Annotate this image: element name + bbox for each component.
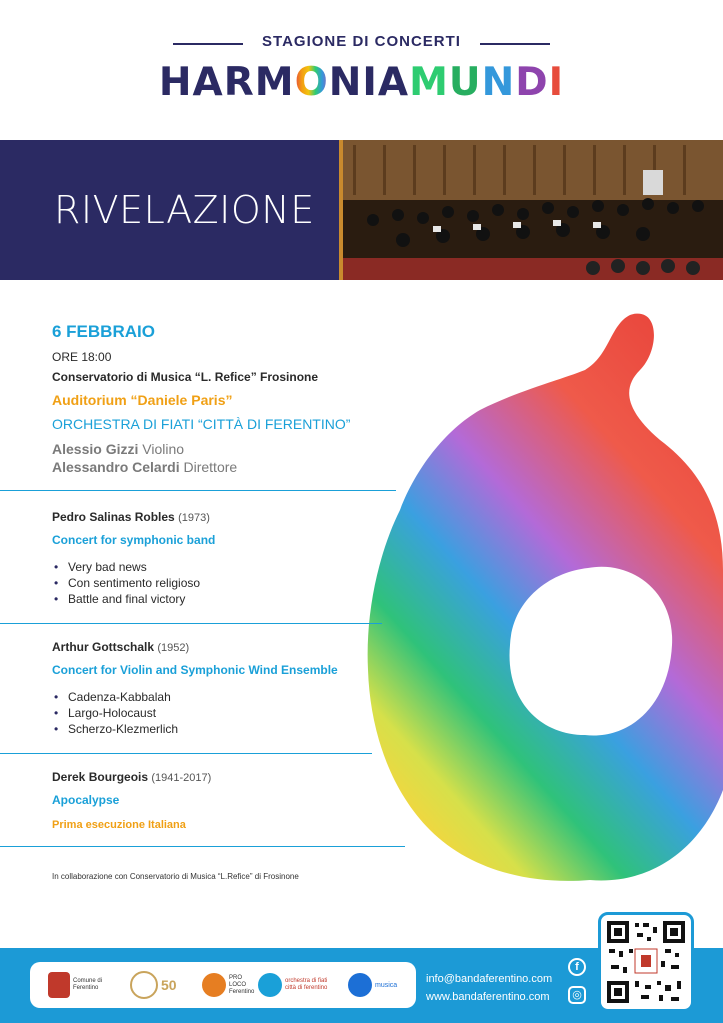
event-info	[52, 322, 350, 475]
movement-list	[52, 689, 338, 737]
season-title: STAGIONE DI CONCERTI	[262, 33, 461, 50]
sponsor-musica[interactable]: musica	[348, 970, 397, 1000]
anniversary-icon	[130, 971, 158, 999]
sponsor-proloco[interactable]: PRO LOCO Ferentino	[202, 970, 259, 1000]
facebook-icon[interactable]: f	[568, 958, 586, 976]
piece-title: Concert for symphonic band	[52, 533, 216, 547]
movement-list	[52, 559, 215, 607]
event-hall: Auditorium “Daniele Paris”	[52, 392, 233, 408]
header	[0, 0, 723, 140]
qr-code-pattern	[601, 915, 691, 1009]
concert-title: RIVELAZIONE	[54, 188, 315, 232]
program-item-2	[52, 640, 338, 737]
website-link[interactable]: www.bandaferentino.com	[426, 991, 550, 1003]
movement-item: • Very bad news	[52, 559, 215, 575]
movement-item: • Battle and final victory	[52, 591, 215, 607]
collaboration-note: In collaborazione con Conservatorio di Musica “L.Refice” di Frosinone	[52, 872, 299, 881]
orchestra-logo-icon	[258, 973, 282, 997]
movement-item: • Con sentimento religioso	[52, 575, 215, 591]
orchestra-photo	[343, 140, 723, 280]
rainbow-six-graphic	[360, 310, 723, 890]
social-links	[568, 958, 588, 1014]
divider	[0, 846, 405, 847]
sponsor-logos	[30, 962, 416, 1008]
event-time: ORE 18:00	[52, 350, 112, 364]
sponsor-anniversary[interactable]: 50	[130, 970, 177, 1000]
piece-title: Apocalypse	[52, 793, 120, 807]
event-venue: Conservatorio di Musica “L. Refice” Frosinone	[52, 370, 319, 384]
music-logo-icon	[348, 973, 372, 997]
composer-name: Derek Bourgeois (1941-2017)	[52, 770, 212, 784]
performer-conductor: Alessandro Celardi Direttore	[52, 459, 238, 475]
movement-item: • Cadenza-Kabbalah	[52, 689, 338, 705]
title-banner	[0, 140, 340, 280]
premiere-note: Prima esecuzione Italiana	[52, 819, 186, 831]
divider	[0, 623, 382, 624]
crest-icon	[48, 972, 70, 998]
event-date: 6 FEBBRAIO	[52, 322, 155, 341]
event-orchestra: ORCHESTRA DI FIATI “CITTÀ DI FERENTINO”	[52, 416, 351, 432]
contact-info	[426, 970, 552, 1006]
performer-violin: Alessio Gizzi Violino	[52, 441, 185, 457]
divider	[0, 753, 372, 754]
piece-title: Concert for Violin and Symphonic Wind Ensemble	[52, 663, 338, 677]
header-rule-right	[480, 43, 550, 45]
orchestra-photo-illustration	[343, 140, 723, 280]
program-item-1	[52, 510, 215, 607]
divider	[0, 490, 396, 491]
sponsor-comune[interactable]: Comune di Ferentino	[48, 970, 107, 1000]
movement-item: • Scherzo-Klezmerlich	[52, 721, 338, 737]
email-link[interactable]: info@bandaferentino.com	[426, 973, 553, 985]
composer-name: Arthur Gottschalk (1952)	[52, 640, 190, 654]
movement-item: • Largo-Holocaust	[52, 705, 338, 721]
program-item-3	[52, 770, 211, 831]
qr-code[interactable]	[598, 912, 694, 1012]
harmonia-mundi-logo: HARMONIAMUNDI	[158, 60, 565, 105]
composer-name: Pedro Salinas Robles (1973)	[52, 510, 210, 524]
sponsor-orchestra[interactable]: orchestra di fiati città di ferentino	[258, 970, 331, 1000]
instagram-icon[interactable]: ◎	[568, 986, 586, 1004]
proloco-icon	[202, 973, 226, 997]
